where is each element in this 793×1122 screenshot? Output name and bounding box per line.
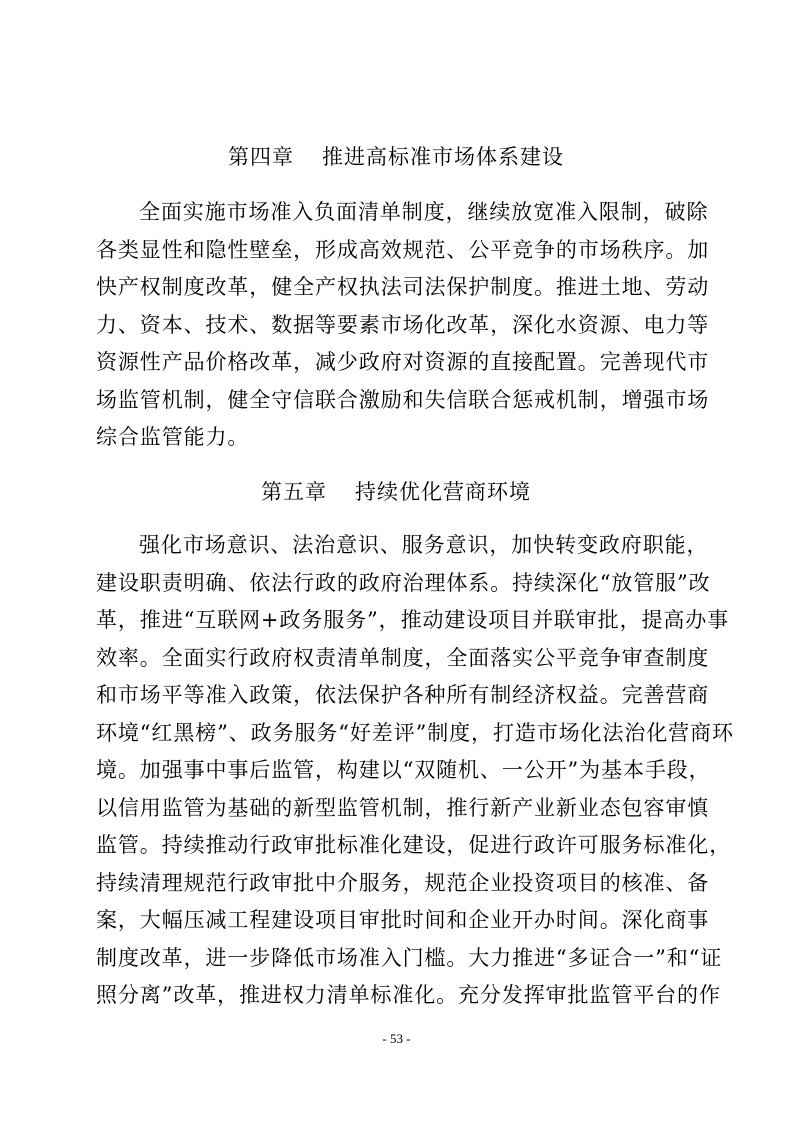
paragraph-line: 场监管机制，健全守信联合激励和失信联合惩戒机制，增强市场 xyxy=(96,387,710,412)
chapter-5-title: 持续优化营商环境 xyxy=(355,480,531,504)
paragraph-line: 以信用监管为基础的新型监管机制，推行新产业新业态包容审慎 xyxy=(96,795,710,820)
paragraph-line: 环境“红黑榜”、政务服务“好差评”制度，打造市场化法治化营商环 xyxy=(96,720,734,745)
chapter-5-number: 第五章 xyxy=(261,480,327,504)
paragraph-line: 持续清理规范行政审批中介服务，规范企业投资项目的核准、备 xyxy=(96,870,710,895)
paragraph-line: 快产权制度改革，健全产权执法司法保护制度。推进土地、劳动 xyxy=(96,275,710,299)
paragraph-line: 全面实施市场准入负面清单制度，继续放宽准入限制，破除 xyxy=(139,200,709,224)
paragraph-line: 综合监管能力。 xyxy=(96,425,250,449)
paragraph-line: 资源性产品价格改革，减少政府对资源的直接配置。完善现代市 xyxy=(96,350,710,374)
chapter-5-heading xyxy=(96,477,696,507)
chapter-4-title: 推进高标准市场体系建设 xyxy=(322,145,564,169)
paragraph-line: 各类显性和隐性壁垒，形成高效规范、公平竞争的市场秩序。加 xyxy=(96,237,710,262)
paragraph-line: 效率。全面实行政府权责清单制度，全面落实公平竞争审查制度 xyxy=(96,645,710,670)
paragraph-line: 照分离”改革，推进权力清单标准化。充分发挥审批监管平台的作 xyxy=(96,983,721,1007)
chapter-4-heading xyxy=(96,142,696,172)
page-number: - 53 - xyxy=(382,1031,411,1046)
chapter-5-paragraph xyxy=(96,527,734,1015)
chapter-4-number: 第四章 xyxy=(228,145,294,169)
paragraph-line: 案，大幅压减工程建设项目审批时间和企业开办时间。深化商事 xyxy=(96,908,710,932)
paragraph-line: 境。加强事中事后监管，构建以“双随机、一公开”为基本手段， xyxy=(96,758,711,782)
paragraph-line: 革，推进“互联网+政务服务”，推动建设项目并联审批，提高办事 xyxy=(96,608,730,632)
paragraph-line: 制度改革，进一步降低市场准入门槛。大力推进“多证合一”和“证 xyxy=(96,945,723,970)
paragraph-line: 和市场平等准入政策，依法保护各种所有制经济权益。完善营商 xyxy=(96,683,710,707)
paragraph-line: 强化市场意识、法治意识、服务意识，加快转变政府职能， xyxy=(139,533,709,557)
paragraph-line: 监管。持续推动行政审批标准化建设，促进行政许可服务标准化， xyxy=(96,833,732,857)
chapter-4-paragraph xyxy=(96,194,710,457)
paragraph-line: 力、资本、技术、数据等要素市场化改革，深化水资源、电力等 xyxy=(96,312,710,337)
paragraph-line: 建设职责明确、依法行政的政府治理体系。持续深化“放管服”改 xyxy=(96,570,711,595)
